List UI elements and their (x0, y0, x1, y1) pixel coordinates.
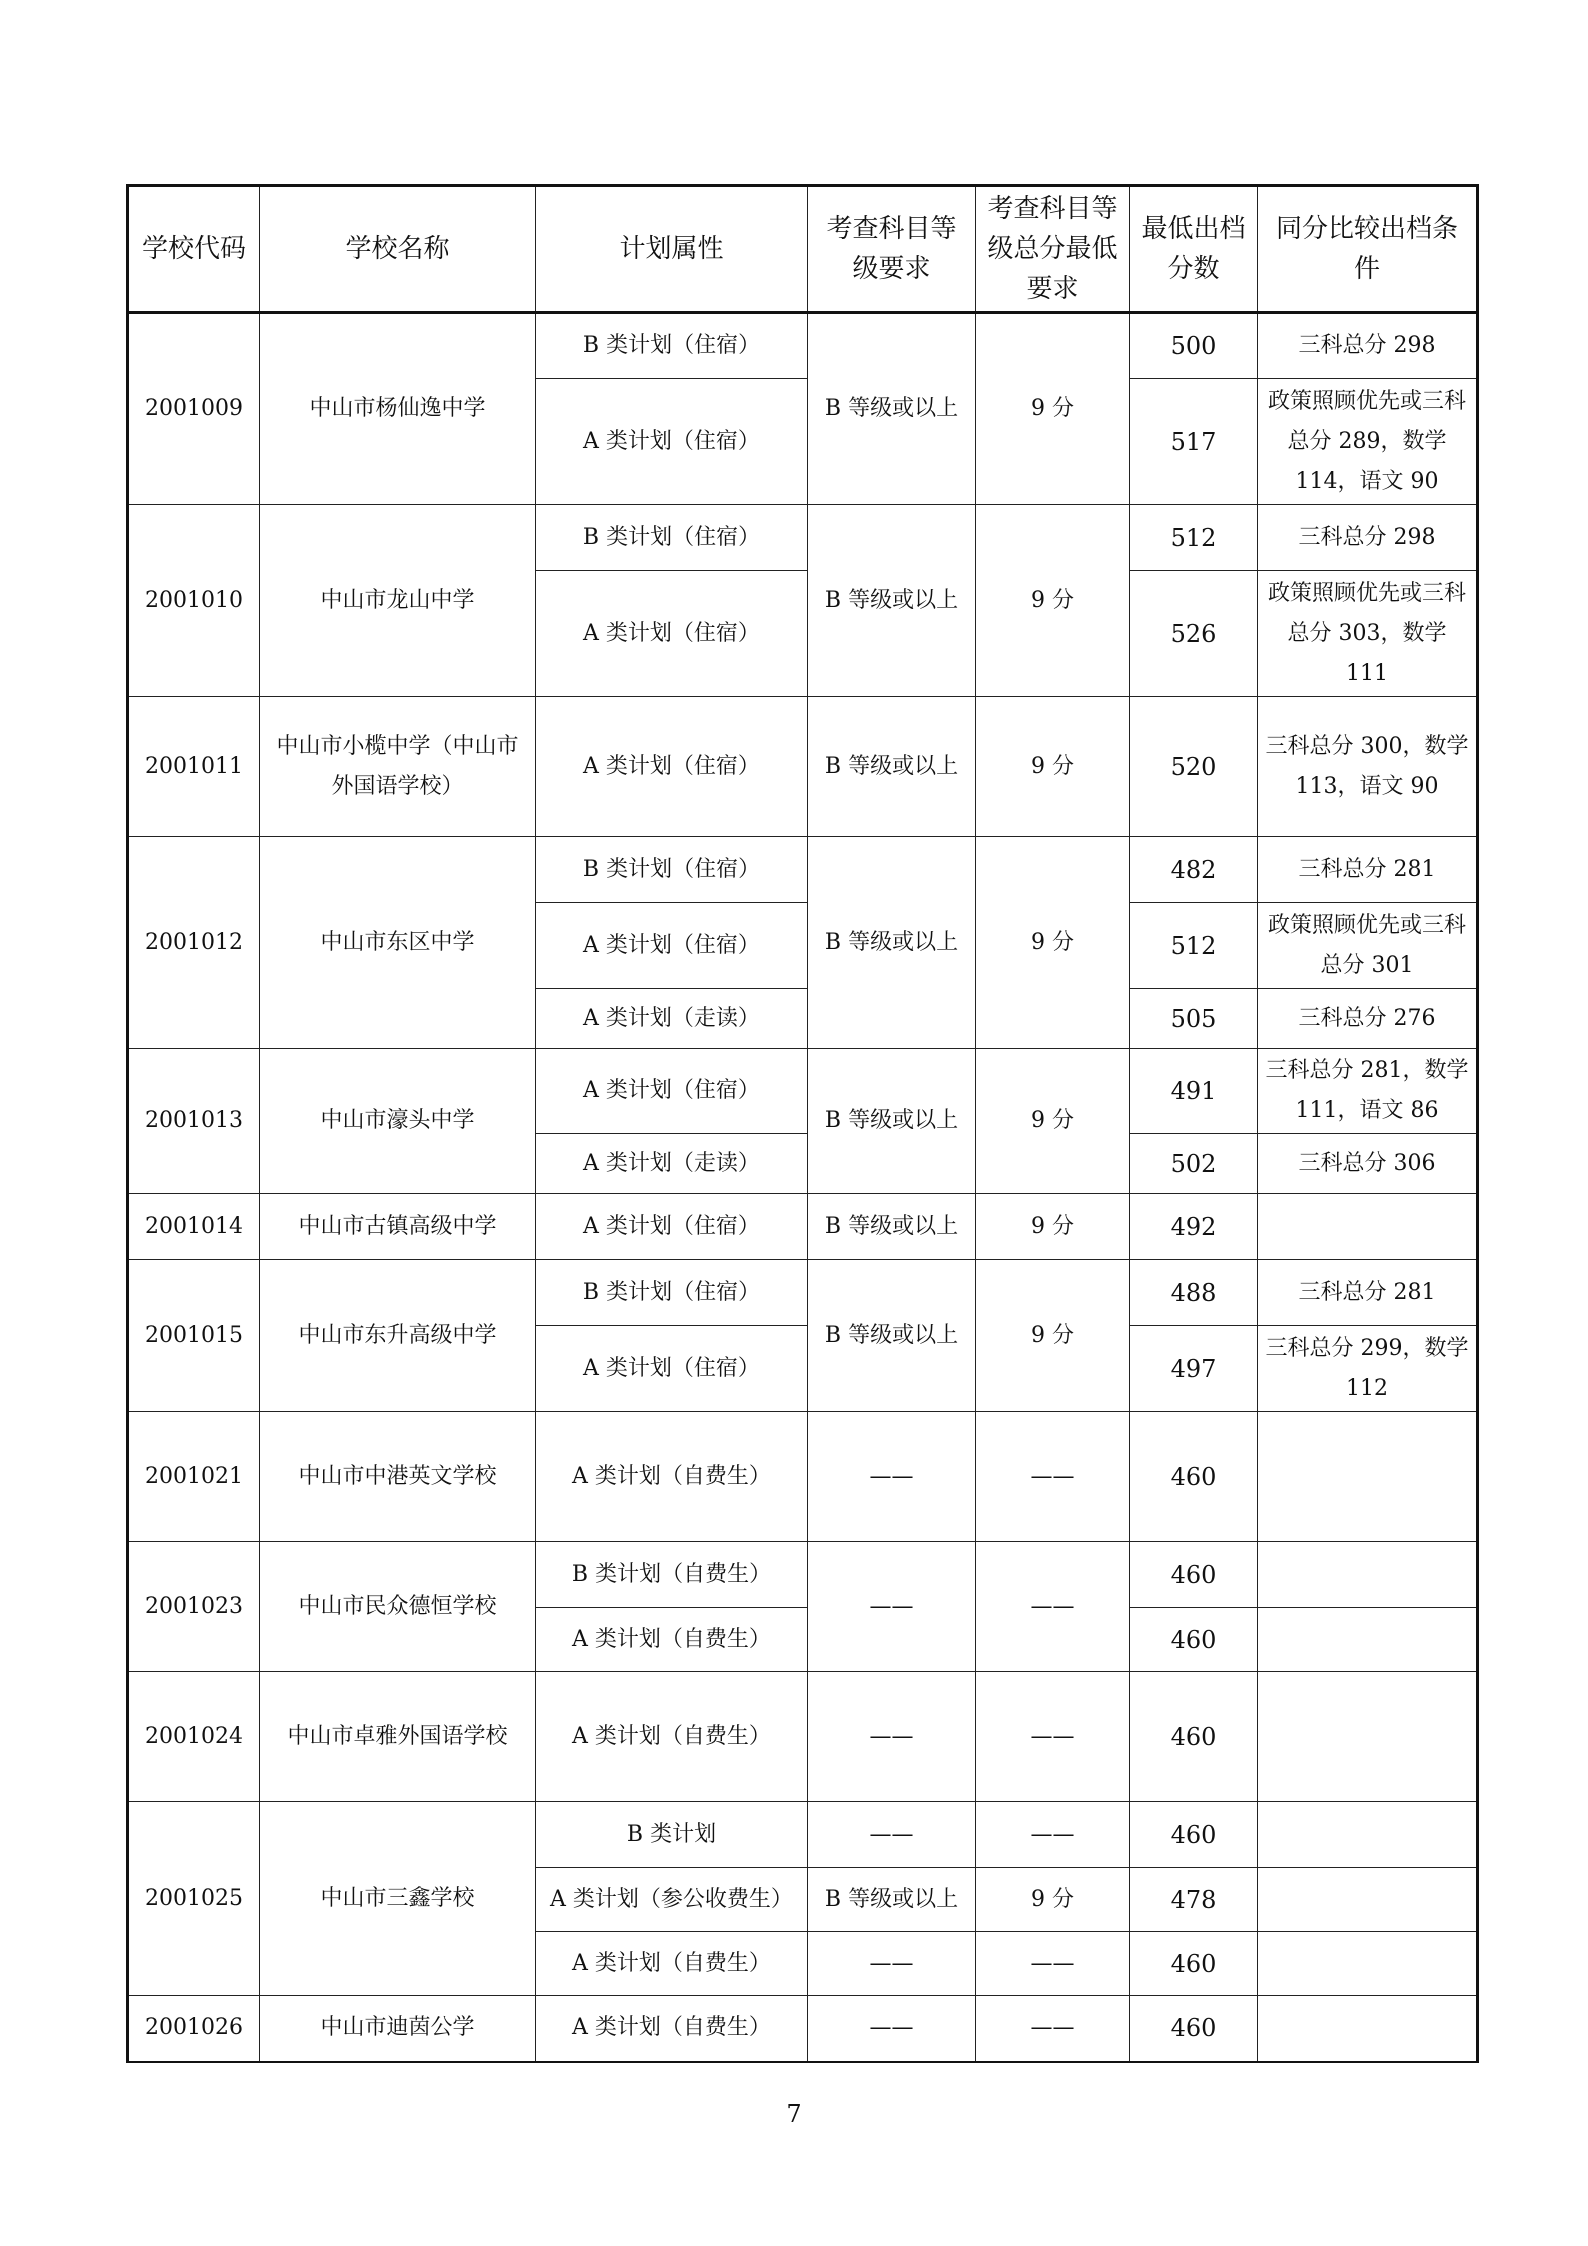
min-score-cell: 460 (1130, 1672, 1258, 1802)
school-code-cell: 2001021 (128, 1412, 260, 1542)
plan-type-cell: B 类计划（住宿） (536, 505, 808, 571)
table-row (128, 837, 1478, 903)
min-score-cell: 517 (1130, 379, 1258, 505)
tie-condition-cell: 三科总分 298 (1258, 313, 1478, 379)
table-row (128, 505, 1478, 571)
grade-requirement-cell: B 等级或以上 (808, 505, 976, 697)
min-score-cell: 497 (1130, 1326, 1258, 1412)
school-code-cell: 2001013 (128, 1049, 260, 1194)
school-code-cell: 2001014 (128, 1194, 260, 1260)
plan-type-cell: A 类计划（住宿） (536, 1326, 808, 1412)
plan-type-cell: A 类计划（自费生） (536, 1996, 808, 2062)
grade-requirement-cell: —— (808, 1412, 976, 1542)
header-plan-type: 计划属性 (536, 186, 808, 313)
min-score-cell: 460 (1130, 1542, 1258, 1608)
tie-condition-cell (1258, 1608, 1478, 1672)
school-code-cell: 2001015 (128, 1260, 260, 1412)
min-score-cell: 491 (1130, 1049, 1258, 1134)
grade-requirement-cell: —— (808, 1996, 976, 2062)
total-grade-requirement-cell: 9 分 (976, 1260, 1130, 1412)
table-body (128, 313, 1478, 2062)
school-name-cell: 中山市杨仙逸中学 (260, 313, 536, 505)
tie-condition-cell: 三科总分 306 (1258, 1134, 1478, 1194)
plan-type-cell: B 类计划（住宿） (536, 1260, 808, 1326)
table-row (128, 1260, 1478, 1326)
total-grade-requirement-cell: —— (976, 1996, 1130, 2062)
plan-type-cell: A 类计划（住宿） (536, 903, 808, 989)
table-row (128, 1802, 1478, 1868)
table-row (128, 697, 1478, 837)
tie-condition-cell (1258, 1996, 1478, 2062)
table-row (128, 1194, 1478, 1260)
tie-condition-cell: 三科总分 276 (1258, 989, 1478, 1049)
min-score-cell: 460 (1130, 1996, 1258, 2062)
tie-condition-cell (1258, 1412, 1478, 1542)
min-score-cell: 460 (1130, 1608, 1258, 1672)
min-score-cell: 526 (1130, 571, 1258, 697)
plan-type-cell: A 类计划（住宿） (536, 571, 808, 697)
tie-condition-cell: 三科总分 299，数学 112 (1258, 1326, 1478, 1412)
header-total-grade-requirement: 考查科目等级总分最低要求 (976, 186, 1130, 313)
min-score-cell: 512 (1130, 903, 1258, 989)
plan-type-cell: A 类计划（住宿） (536, 1049, 808, 1134)
table-header-row (128, 186, 1478, 313)
grade-requirement-cell: B 等级或以上 (808, 1868, 976, 1932)
school-code-cell: 2001012 (128, 837, 260, 1049)
tie-condition-cell: 三科总分 281，数学 111，语文 86 (1258, 1049, 1478, 1134)
grade-requirement-cell: B 等级或以上 (808, 1260, 976, 1412)
school-name-cell: 中山市三鑫学校 (260, 1802, 536, 1996)
school-name-cell: 中山市濠头中学 (260, 1049, 536, 1194)
school-name-cell: 中山市东升高级中学 (260, 1260, 536, 1412)
grade-requirement-cell: B 等级或以上 (808, 1049, 976, 1194)
min-score-cell: 505 (1130, 989, 1258, 1049)
tie-condition-cell: 三科总分 281 (1258, 1260, 1478, 1326)
admission-table-container (126, 184, 1476, 2063)
header-school-name: 学校名称 (260, 186, 536, 313)
school-name-cell: 中山市卓雅外国语学校 (260, 1672, 536, 1802)
grade-requirement-cell: —— (808, 1672, 976, 1802)
min-score-cell: 460 (1130, 1412, 1258, 1542)
school-code-cell: 2001011 (128, 697, 260, 837)
total-grade-requirement-cell: 9 分 (976, 1194, 1130, 1260)
header-school-code: 学校代码 (128, 186, 260, 313)
min-score-cell: 460 (1130, 1802, 1258, 1868)
grade-requirement-cell: —— (808, 1542, 976, 1672)
min-score-cell: 460 (1130, 1932, 1258, 1996)
total-grade-requirement-cell: 9 分 (976, 505, 1130, 697)
tie-condition-cell: 政策照顾优先或三科总分 303，数学 111 (1258, 571, 1478, 697)
school-code-cell: 2001009 (128, 313, 260, 505)
table-row (128, 1542, 1478, 1608)
table-row (128, 313, 1478, 379)
grade-requirement-cell: B 等级或以上 (808, 837, 976, 1049)
school-name-cell: 中山市民众德恒学校 (260, 1542, 536, 1672)
total-grade-requirement-cell: —— (976, 1412, 1130, 1542)
table-row (128, 1412, 1478, 1542)
plan-type-cell: A 类计划（住宿） (536, 1194, 808, 1260)
grade-requirement-cell: —— (808, 1932, 976, 1996)
total-grade-requirement-cell: 9 分 (976, 1868, 1130, 1932)
school-name-cell: 中山市龙山中学 (260, 505, 536, 697)
tie-condition-cell (1258, 1802, 1478, 1868)
plan-type-cell: A 类计划（自费生） (536, 1608, 808, 1672)
total-grade-requirement-cell: —— (976, 1542, 1130, 1672)
grade-requirement-cell: B 等级或以上 (808, 313, 976, 505)
school-name-cell: 中山市小榄中学（中山市外国语学校） (260, 697, 536, 837)
min-score-cell: 500 (1130, 313, 1258, 379)
total-grade-requirement-cell: —— (976, 1932, 1130, 1996)
table-row (128, 1996, 1478, 2062)
tie-condition-cell (1258, 1194, 1478, 1260)
min-score-cell: 492 (1130, 1194, 1258, 1260)
min-score-cell: 520 (1130, 697, 1258, 837)
tie-condition-cell (1258, 1542, 1478, 1608)
school-name-cell: 中山市古镇高级中学 (260, 1194, 536, 1260)
admission-table (126, 184, 1479, 2063)
tie-condition-cell: 三科总分 298 (1258, 505, 1478, 571)
min-score-cell: 488 (1130, 1260, 1258, 1326)
total-grade-requirement-cell: —— (976, 1672, 1130, 1802)
plan-type-cell: B 类计划（自费生） (536, 1542, 808, 1608)
tie-condition-cell (1258, 1672, 1478, 1802)
tie-condition-cell: 政策照顾优先或三科总分 301 (1258, 903, 1478, 989)
tie-condition-cell: 三科总分 281 (1258, 837, 1478, 903)
page-number: 7 (786, 2100, 802, 2128)
header-tie-condition: 同分比较出档条件 (1258, 186, 1478, 313)
plan-type-cell: A 类计划（住宿） (536, 379, 808, 505)
header-min-score: 最低出档分数 (1130, 186, 1258, 313)
school-code-cell: 2001010 (128, 505, 260, 697)
plan-type-cell: A 类计划（走读） (536, 1134, 808, 1194)
total-grade-requirement-cell: 9 分 (976, 837, 1130, 1049)
min-score-cell: 478 (1130, 1868, 1258, 1932)
plan-type-cell: B 类计划（住宿） (536, 313, 808, 379)
tie-condition-cell: 政策照顾优先或三科总分 289，数学 114，语文 90 (1258, 379, 1478, 505)
school-name-cell: 中山市东区中学 (260, 837, 536, 1049)
plan-type-cell: A 类计划（参公收费生） (536, 1868, 808, 1932)
total-grade-requirement-cell: 9 分 (976, 697, 1130, 837)
total-grade-requirement-cell: 9 分 (976, 313, 1130, 505)
tie-condition-cell (1258, 1868, 1478, 1932)
plan-type-cell: A 类计划（自费生） (536, 1932, 808, 1996)
min-score-cell: 482 (1130, 837, 1258, 903)
school-name-cell: 中山市迪茵公学 (260, 1996, 536, 2062)
min-score-cell: 502 (1130, 1134, 1258, 1194)
plan-type-cell: A 类计划（走读） (536, 989, 808, 1049)
school-name-cell: 中山市中港英文学校 (260, 1412, 536, 1542)
plan-type-cell: A 类计划（自费生） (536, 1672, 808, 1802)
school-code-cell: 2001023 (128, 1542, 260, 1672)
plan-type-cell: B 类计划（住宿） (536, 837, 808, 903)
grade-requirement-cell: —— (808, 1802, 976, 1868)
school-code-cell: 2001026 (128, 1996, 260, 2062)
header-grade-requirement: 考查科目等级要求 (808, 186, 976, 313)
total-grade-requirement-cell: —— (976, 1802, 1130, 1868)
table-row (128, 1672, 1478, 1802)
grade-requirement-cell: B 等级或以上 (808, 1194, 976, 1260)
school-code-cell: 2001025 (128, 1802, 260, 1996)
plan-type-cell: B 类计划 (536, 1802, 808, 1868)
grade-requirement-cell: B 等级或以上 (808, 697, 976, 837)
school-code-cell: 2001024 (128, 1672, 260, 1802)
table-row (128, 1049, 1478, 1134)
min-score-cell: 512 (1130, 505, 1258, 571)
tie-condition-cell (1258, 1932, 1478, 1996)
plan-type-cell: A 类计划（自费生） (536, 1412, 808, 1542)
plan-type-cell: A 类计划（住宿） (536, 697, 808, 837)
tie-condition-cell: 三科总分 300，数学 113，语文 90 (1258, 697, 1478, 837)
total-grade-requirement-cell: 9 分 (976, 1049, 1130, 1194)
